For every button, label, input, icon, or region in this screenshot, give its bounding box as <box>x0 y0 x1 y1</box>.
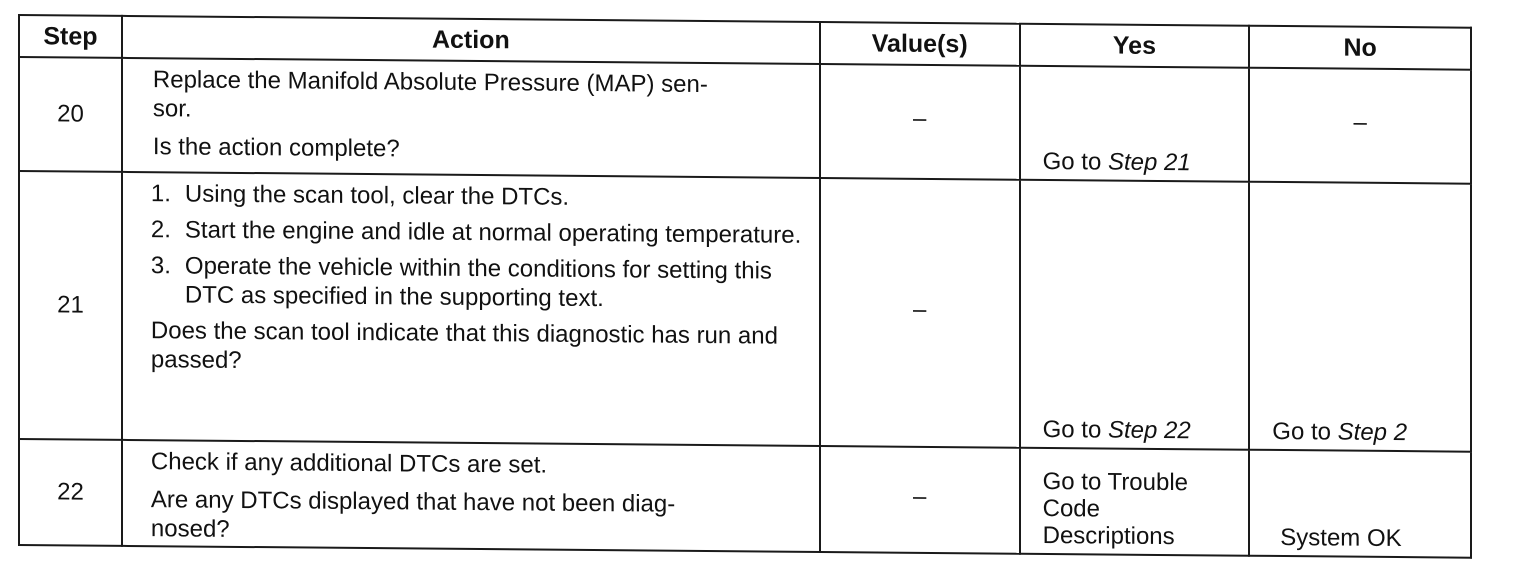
step-cell <box>19 57 122 172</box>
table-row-step-20 <box>19 57 1471 184</box>
yes-cell <box>1020 180 1250 450</box>
step-number: 21 <box>57 291 84 319</box>
table-row-step-21 <box>19 171 1471 452</box>
step-cell <box>19 171 122 440</box>
yes-cell <box>1020 66 1250 182</box>
action-line: Replace the Manifold Absolute Pressure (MAP) sen- sor. <box>152 66 708 123</box>
list-item: 2. Start the engine and idle at normal operating temperature. <box>150 216 802 249</box>
step-number: 22 <box>57 478 84 506</box>
header-yes: Yes <box>1020 24 1250 68</box>
no-dash: – <box>1353 108 1367 136</box>
value-cell <box>820 64 1020 180</box>
yes-result: Go to Step 21 <box>1042 147 1191 177</box>
yes-result: Go to Step 22 <box>1042 415 1191 445</box>
yes-result: Go to Trouble Code Descriptions <box>1042 467 1189 551</box>
list-item: 1. Using the scan tool, clear the DTCs. <box>150 180 570 211</box>
value-cell <box>820 178 1020 448</box>
action-question: Is the action complete? <box>152 133 400 163</box>
action-cell <box>122 440 820 552</box>
no-cell <box>1249 68 1471 184</box>
value-dash: – <box>913 105 927 133</box>
value-cell <box>820 446 1020 554</box>
no-cell <box>1249 182 1471 452</box>
action-question: Does the scan tool indicate that this diagnostic has run and passed? <box>150 317 778 374</box>
diagnostic-steps-table <box>18 14 1472 559</box>
step-cell <box>19 439 122 546</box>
no-cell <box>1249 450 1471 558</box>
value-dash: – <box>913 483 927 511</box>
header-action: Action <box>122 16 820 64</box>
table-row-step-22 <box>19 439 1471 558</box>
header-no: No <box>1249 26 1471 70</box>
action-cell <box>122 58 820 178</box>
list-item: 3. Operate the vehicle within the conditions for setting this DTC as specified in the supporting text. <box>150 252 772 313</box>
action-line: Check if any additional DTCs are set. <box>150 448 548 479</box>
header-step: Step <box>19 15 122 58</box>
no-result: System OK <box>1280 524 1402 553</box>
header-values: Value(s) <box>820 22 1020 66</box>
action-list <box>151 179 805 315</box>
no-result: Go to Step 2 <box>1272 417 1408 447</box>
action-cell <box>122 172 820 446</box>
action-question: Are any DTCs displayed that have not been diag-nosed? <box>150 486 676 543</box>
step-number: 20 <box>57 100 84 128</box>
value-dash: – <box>913 296 927 324</box>
yes-cell <box>1020 448 1250 556</box>
